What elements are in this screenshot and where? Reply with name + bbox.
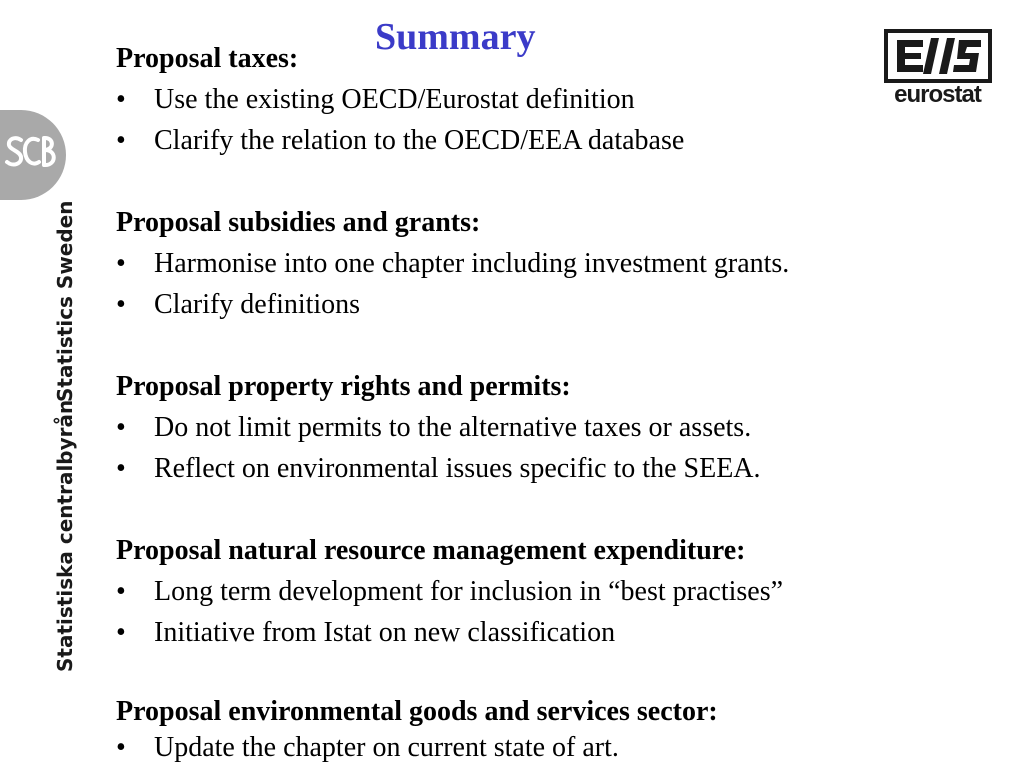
bullet-item [116,120,986,161]
section [116,38,986,161]
bullet-icon: • [116,576,126,607]
section-heading: Proposal natural resource management expenditure: [116,535,746,566]
bullet-text: Clarify definitions [154,289,361,320]
section-heading: Proposal subsidies and grants: [116,207,481,238]
bullet-text: Clarify the relation to the OECD/EEA database [154,125,685,156]
bullet-text: Initiative from Istat on new classification [154,617,616,648]
scb-logo [0,110,66,200]
bullet-item [116,284,986,325]
bullet-text: Update the chapter on current state of art. [154,732,619,763]
bullet-text: Do not limit permits to the alternative taxes or assets. [154,412,752,443]
bullet-text: Use the existing OECD/Eurostat definition [154,84,635,115]
bullet-item [116,730,986,766]
bullet-icon: • [116,412,126,443]
section-heading: Proposal taxes: [116,43,299,74]
bullet-icon: • [116,617,126,648]
bullet-item [116,79,986,120]
bullet-list [116,243,986,325]
section [116,366,986,489]
slide-content [116,38,986,766]
section-heading: Proposal environmental goods and services sector: [116,696,718,727]
bullet-item [116,571,986,612]
section [116,694,986,766]
statistics-sweden-label: Statistics Sweden [53,200,77,402]
statistiska-centralbyran-label: Statistiska centralbyrån [53,399,77,672]
bullet-icon: • [116,289,126,320]
bullet-text: Long term development for inclusion in “best practises” [154,576,784,607]
bullet-list [116,407,986,489]
bullet-list [116,79,986,161]
section [116,202,986,325]
bullet-text: Harmonise into one chapter including investment grants. [154,248,790,279]
section [116,530,986,653]
scb-logo-icon [0,110,66,200]
bullet-icon: • [116,732,126,763]
bullet-item [116,612,986,653]
bullet-list [116,571,986,653]
bullet-item [116,407,986,448]
eurostat-wordmark: eurostat [894,81,981,108]
bullet-icon: • [116,84,126,115]
bullet-item [116,243,986,284]
section-heading: Proposal property rights and permits: [116,371,571,402]
bullet-icon: • [116,248,126,279]
bullet-icon: • [116,125,126,156]
bullet-text: Reflect on environmental issues specific to the SEEA. [154,453,761,484]
slide-title: Summary [375,16,536,58]
bullet-list [116,730,986,766]
bullet-item [116,448,986,489]
bullet-icon: • [116,453,126,484]
